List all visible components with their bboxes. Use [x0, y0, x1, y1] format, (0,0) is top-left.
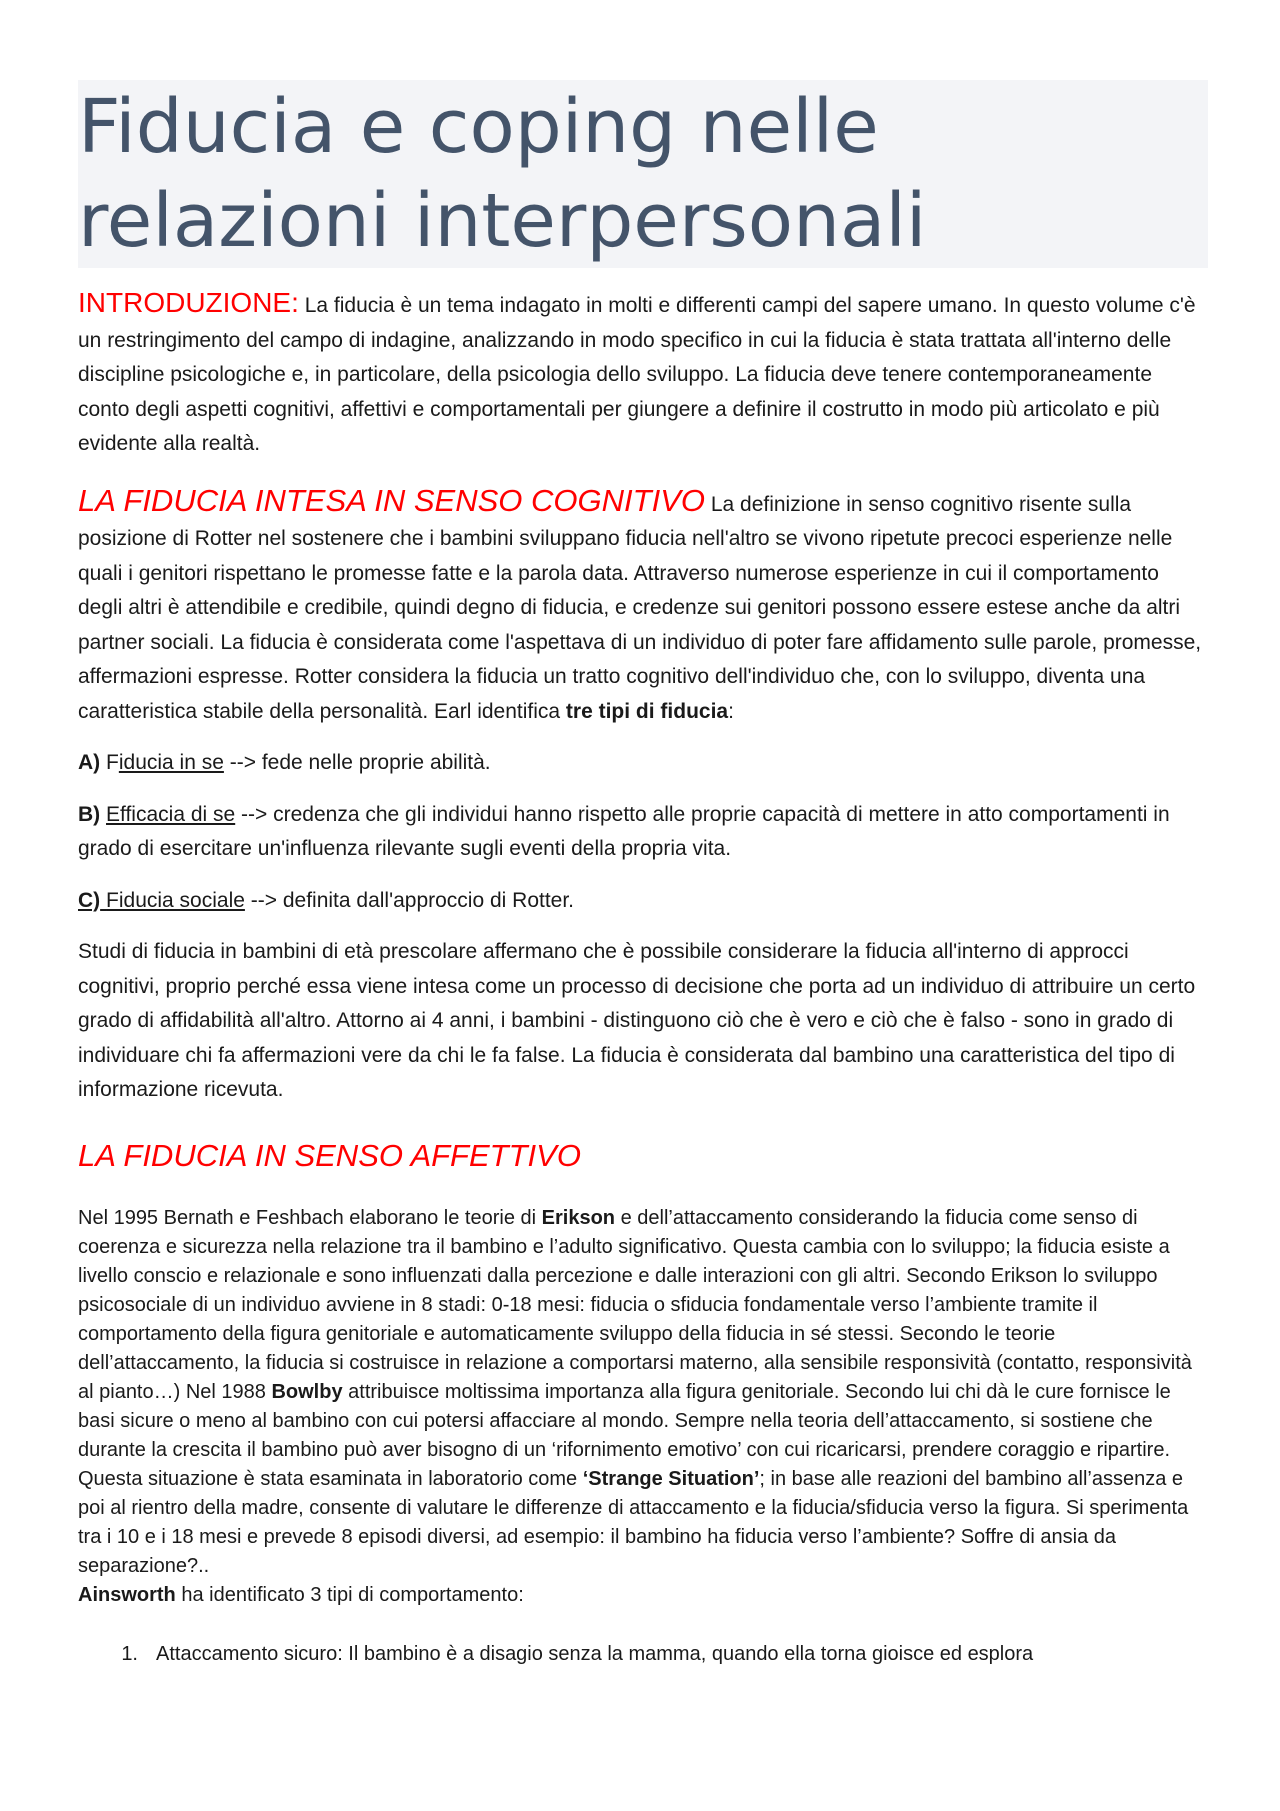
affective-paragraph [78, 1204, 1208, 1610]
item-desc: --> fede nelle proprie abilità. [223, 751, 491, 774]
studies-paragraph: Studi di fiducia in bambini di età prescolare affermano che è possibile considerare la fiducia all'interno di approcci cognitivi, proprio perché essa viene intesa come un processo di decisione che porta ad un individuo di attribuire un certo grado di affidabilità all'altro. Attorno ai 4 anni, i bambini - distinguono ciò che è vero e ciò che è falso - sono in grado di individuare chi fa affermazioni vere da chi le fa false. La fiducia è considerata dal bambino una caratteristica del tipo di informazione ricevuta. [78, 940, 1196, 1101]
item-desc: --> definita dall'approccio di Rotter. [244, 888, 575, 912]
cognitive-paragraph [78, 484, 1208, 730]
ainsworth-text: ha identificato 3 tipi di comportamento: [175, 1583, 524, 1606]
affective-text-3: attribuisce moltissima importanza alla figura genitoriale. Secondo lui chi dà le cure fornisce le basi sicure o meno al bambino con cui potersi affacciare al mondo. Sempre nella teoria dell’attaccamento, si sostiene che durante la crescita il bambino può aver bisogno di un ‘rifornimento emotivo’ con cui ricaricarsi, prendere coraggio e ripartire. Questa situazione è stata esaminata in laboratorio come [78, 1380, 1171, 1490]
cognitive-text: La definizione in senso cognitivo risente sulla posizione di Rotter nel sostenere che i bambini sviluppano fiducia nell'altro se vivono ripetute precoci esperienze nelle quali i genitori rispettano le promesse fatte e la parola data. Attraverso numerose esperienze in cui il comportamento degli altri è attendibile e credibile, quindi degno di fiducia, e credenze sui genitori possono essere estese anche da altri partner sociali. La fiducia è considerata come l'aspettava di un individuo di poter fare affidamento sulle parole, promesse, affermazioni espresse. Rotter considera la fiducia un tratto cognitivo dell'individuo che, con lo sviluppo, diventa una caratteristica stabile della personalità. Earl identifica [78, 492, 1202, 723]
page-title: Fiducia e coping nelle relazioni interpersonali [78, 80, 1208, 268]
intro-heading: INTRODUZIONE: [78, 287, 299, 318]
item-term: Fiducia sociale [106, 888, 245, 912]
affective-text-2: e dell’attaccamento considerando la fiducia come senso di coerenza e sicurezza nella relazione tra il bambino e l’adulto significativo. Questa cambia con lo sviluppo; la fiducia esiste a livello conscio e relazionale e sono influenzati dalla percezione e dalle interazioni con gli altri. Secondo Erikson lo sviluppo psicosociale di un individuo avviene in 8 stadi: 0-18 mesi: fiducia o sfiducia fondamentale verso l’ambiente tramite il comportamento della figura genitoriale e automaticamente sviluppo della fiducia in sé stessi. Secondo le teorie dell’attaccamento, la fiducia si costruisce in relazione a comportarsi materno, alla sensibile responsività (contatto, responsività al pianto…) Nel 1988 [78, 1206, 1192, 1403]
list-item-text: Attaccamento sicuro: Il bambino è a disagio senza la mamma, quando ella torna gioisce ed esplora [156, 1642, 1034, 1665]
cognitive-text-end: : [728, 699, 734, 723]
affective-heading: LA FIDUCIA IN SENSO AFFETTIVO [78, 1137, 581, 1173]
item-first: F [100, 751, 119, 774]
trust-type-item [78, 884, 1208, 919]
attachment-list [78, 1640, 1208, 1669]
affective-bold-1: Erikson [541, 1206, 616, 1229]
intro-text: La fiducia è un tema indagato in molti e differenti campi del sapere umano. In questo volume c'è un restringimento del campo di indagine, analizzando in modo specifico in cui la fiducia è stata trattata all'interno delle discipline psicologiche e, in particolare, della psicologia dello sviluppo. La fiducia deve tenere contemporaneamente conto degli aspetti cognitivi, affettivi e comportamentali per giungere a definire il costrutto in modo più articolato e più evidente alla realtà. [78, 294, 1196, 455]
trust-type-item [78, 798, 1208, 867]
affective-bold-2: Bowlby [271, 1380, 343, 1403]
item-letter: C) [78, 888, 101, 912]
trust-type-item [78, 746, 1208, 781]
cognitive-bold-text: tre tipi di fiducia [565, 699, 729, 723]
ainsworth-bold: Ainsworth [78, 1583, 176, 1606]
item-desc: --> credenza che gli individui hanno rispetto alle proprie capacità di mettere in atto comportamenti in grado di esercitare un'influenza rilevante sugli eventi della propria vita. [78, 802, 1170, 860]
item-letter: B) [78, 802, 101, 826]
item-term: Efficacia di se [106, 802, 236, 826]
list-item-number: 1. [121, 1642, 138, 1665]
cognitive-heading: LA FIDUCIA INTESA IN SENSO COGNITIVO [78, 482, 705, 518]
affective-bold-3: ‘Strange Situation’ [582, 1467, 760, 1490]
list-item [78, 1640, 1208, 1669]
intro-paragraph [78, 286, 1208, 462]
affective-text-4: ; in base alle reazioni del bambino all’assenza e poi al rientro della madre, consente di valutare le differenze di attaccamento e la fiducia/sfiducia verso la figura. Si sperimenta tra i 10 e i 18 mesi e prevede 8 episodi diversi, ad esempio: il bambino ha fiducia verso l’ambiente? Soffre di ansia da separazione?.. [78, 1467, 1189, 1577]
item-term: iducia in se [118, 751, 224, 774]
affective-text-1: Nel 1995 Bernath e Feshbach elaborano le teorie di [78, 1206, 542, 1229]
item-letter: A) [78, 751, 101, 774]
